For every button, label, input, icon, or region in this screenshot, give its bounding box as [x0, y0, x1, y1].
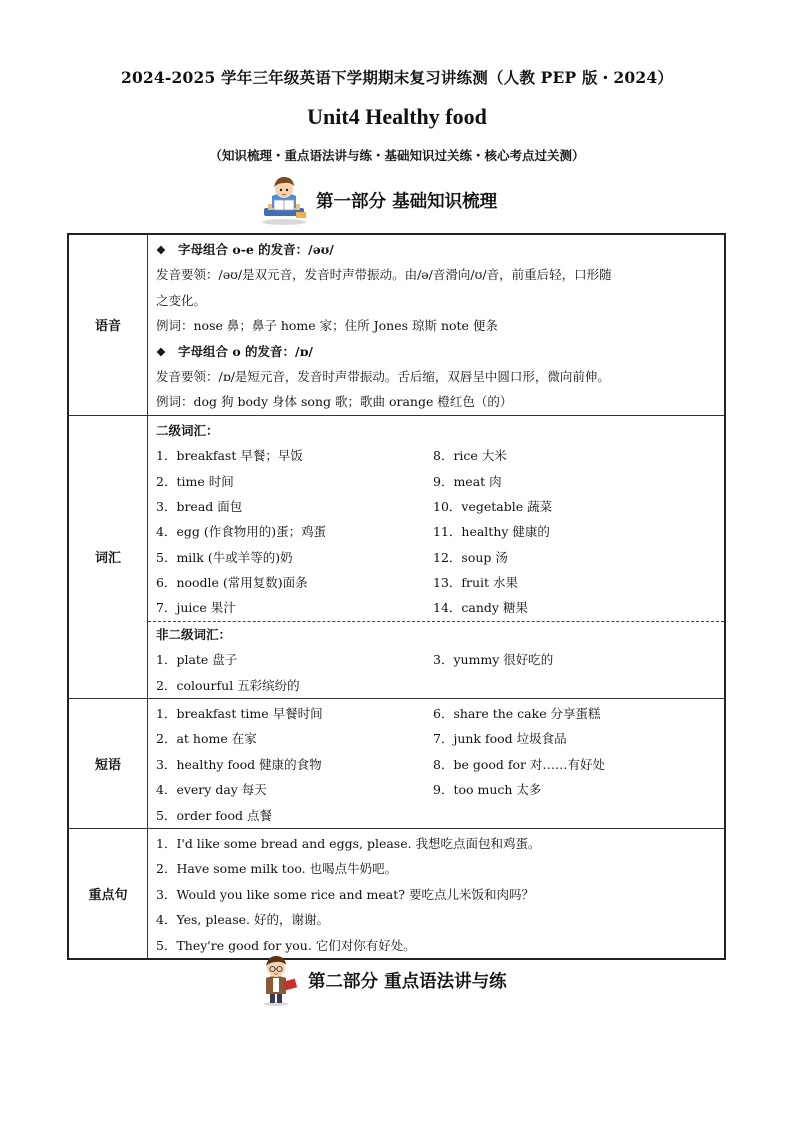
list-item: 2．colourful 五彩缤纷的 [156, 677, 300, 693]
pronunciation-label: 语音 [68, 234, 148, 415]
list-item: 4．egg (作食物用的)蛋；鸡蛋 [156, 524, 327, 540]
list-item: 5．milk (牛或羊等的)奶 [156, 549, 293, 565]
list-item: 4．every day 每天 [156, 782, 267, 798]
phrases-label: 短语 [68, 699, 148, 829]
pron-rule-1: ❖ 字母组合 o-e 的发音：/əʊ/ [156, 237, 718, 262]
vocabulary-content [148, 415, 726, 698]
other-vocab-heading: 非二级词汇： [156, 626, 232, 642]
sentence-item: 4．Yes, please. 好的，谢谢。 [156, 912, 329, 928]
sentence-item: 3．Would you like some rice and meat? 要吃点儿米饭和肉吗？ [156, 886, 534, 902]
document-title: 2024-2025 学年三年级英语下学期期末复习讲练测（人教 PEP 版・2024） [120, 68, 674, 87]
list-item: 6．share the cake 分享蛋糕 [433, 706, 601, 722]
unit-title: Unit4 Healthy food [307, 104, 487, 129]
reading-boy-icon [258, 174, 310, 226]
sentence-item: 5．They're good for you. 它们对你有好处。 [156, 937, 416, 953]
list-item: 1．breakfast time 早餐时间 [156, 706, 323, 722]
sentences-content [148, 828, 726, 958]
sentence-item: 1．I'd like some bread and eggs, please. 我想吃点面包和鸡蛋。 [156, 835, 541, 851]
list-item: 11．healthy 健康的 [433, 524, 550, 540]
list-item: 2．time 时间 [156, 473, 234, 489]
list-item: 14．candy 糖果 [433, 600, 528, 616]
list-item: 12．soup 汤 [433, 549, 508, 565]
pron-text: 发音要领：/ɒ/是短元音，发音时声带振动。舌后缩，双唇呈中圆口形，微向前伸。 [156, 368, 610, 384]
list-item: 13．fruit 水果 [433, 575, 519, 591]
list-item [433, 803, 718, 828]
teacher-boy-icon [250, 954, 302, 1006]
list-item: 3．healthy food 健康的食物 [156, 756, 322, 772]
vocabulary-label: 词汇 [68, 415, 148, 698]
level2-heading: 二级词汇： [156, 422, 219, 438]
sentence-item: 2．Have some milk too. 也喝点牛奶吧。 [156, 861, 398, 877]
list-item: 1．plate 盘子 [156, 652, 238, 668]
part1-title: 第一部分 基础知识梳理 [316, 191, 498, 212]
list-item: 8．be good for 对……有好处 [433, 756, 605, 772]
diamond-bullet-icon: ❖ [156, 345, 166, 359]
part2-title: 第二部分 重点语法讲与练 [308, 971, 507, 992]
list-item: 3．yummy 很好吃的 [433, 652, 554, 668]
list-item: 9．too much 太多 [433, 782, 542, 798]
part1-heading [258, 174, 497, 226]
vocabulary-row [68, 415, 725, 698]
phrases-content [148, 699, 726, 829]
pron-text: 发音要领：/əʊ/是双元音，发音时声带振动。由/ə/音滑向/ʊ/音，前重后轻，口形随 [156, 267, 612, 283]
list-item: 2．at home 在家 [156, 731, 257, 747]
pron-example: 例词：dog 狗 body 身体 song 歌；歌曲 orange 橙红色（的） [156, 394, 513, 410]
list-item: 3．bread 面包 [156, 498, 243, 514]
part2-heading [250, 954, 507, 1006]
pron-rule-2: ❖ 字母组合 o 的发音：/ɒ/ [156, 339, 718, 364]
phrases-row [68, 699, 725, 829]
knowledge-table [67, 233, 726, 960]
diamond-bullet-icon: ❖ [156, 244, 166, 257]
list-item: 1．breakfast 早餐；早饭 [156, 448, 303, 464]
pronunciation-content [148, 234, 726, 415]
list-item: 5．order food 点餐 [156, 807, 272, 823]
list-item: 7．junk food 垃圾食品 [433, 731, 567, 747]
pron-example: 例词：nose 鼻；鼻子 home 家；住所 Jones 琼斯 note 便条 [156, 318, 498, 334]
sentences-row [68, 828, 725, 958]
list-item: 6．noodle (常用复数)面条 [156, 575, 308, 591]
list-item: 7．juice 果汁 [156, 600, 236, 616]
pron-text: 之变化。 [156, 292, 207, 308]
pronunciation-row [68, 234, 725, 415]
list-item [433, 673, 718, 698]
list-item: 9．meat 肉 [433, 473, 502, 489]
list-item: 8．rice 大米 [433, 448, 507, 464]
sentences-label: 重点句 [68, 828, 148, 958]
list-item: 10．vegetable 蔬菜 [433, 498, 553, 514]
document-subtitle: （知识梳理・重点语法讲与练・基础知识过关练・核心考点过关测） [209, 148, 585, 163]
